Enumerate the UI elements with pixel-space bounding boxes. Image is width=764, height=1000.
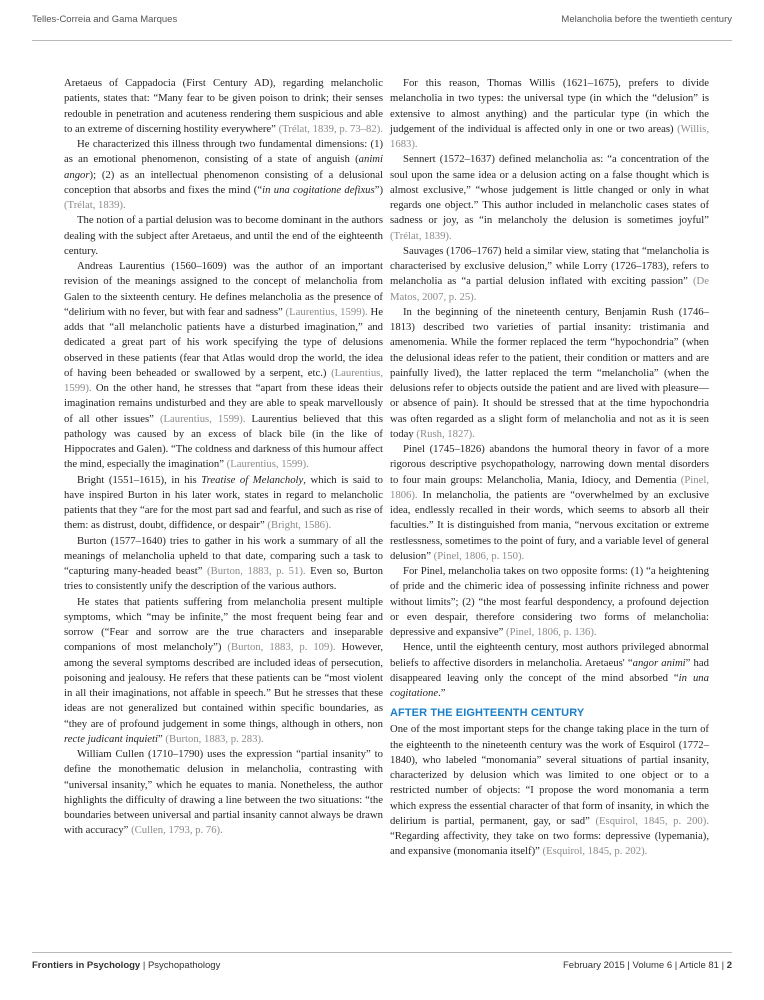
- page-number: 2: [726, 960, 732, 971]
- citation-link[interactable]: (Trélat, 1839).: [390, 229, 452, 242]
- paragraph: In the beginning of the nineteenth century, Benjamin Rush (1746–1813) described two varieties of partial insanity: tristimania and amenomenia. While the former replaced the term “hypochondria” (when the delusional ideas refer to the patient, their condition or matters and are painfully lived), the latter replaced the term “melancholia” (when the delusions refer to objects outside the patient and are lived with pleasure—or absence of pain). It should be stressed that at the time hypochondria was often regarded as a slight form of melancholia and not as it is seen today (Rush, 1827).: [390, 305, 709, 440]
- citation-link[interactable]: (Rush, 1827).: [416, 427, 475, 440]
- right-column: [390, 76, 709, 860]
- paragraph: The notion of a partial delusion was to become dominant in the authors dealing with the subject after Aretaeus, and until the end of the eighteenth century.: [64, 214, 383, 257]
- citation-link[interactable]: (Pinel, 1806).: [390, 473, 709, 501]
- citation-link[interactable]: (Willis, 1683).: [390, 122, 709, 150]
- paragraph: For this reason, Thomas Willis (1621–1675), prefers to divide melancholia in two types: the universal type (in which the “delusion” is extensive to almost anything) and the particular type (in which the judgement of the individual is affected only in one or two areas) (Willis, 1683).: [390, 77, 709, 150]
- paragraph: He characterized this illness through two fundamental dimensions: (1) as an emotional phenomenon, consisting of a state of anguish (animi angor); (2) as an intellectual phenomenon consisting of a delusional conception that absorbs and fixes the mind (“in una cogitatione defixus”) (Trélat, 1839).: [64, 138, 384, 211]
- citation-link[interactable]: (Trélat, 1839).: [64, 199, 126, 211]
- header-title: Melancholia before the twentieth century: [561, 14, 732, 25]
- citation-link[interactable]: (Burton, 1883, p. 283).: [165, 732, 264, 745]
- paragraph: One of the most important steps for the change taking place in the turn of the eighteenth to the nineteenth century was the work of Esquirol (1772–1840), who labeled “monomania” several situations of partial insanity, characterized by delusion which was limited to one object or to a restricted number of objects: “I propose the word monomania a term which express the essential character of that form of insanity, in which the delirium is partial, permanent, gay, or sad” (Esquirol, 1845, p. 200). “Regarding affectivity, they take on two forms: depressive (lypemania), and expansive (monomania itself)” (Esquirol, 1845, p. 202).: [390, 723, 709, 858]
- citation-link[interactable]: (Pinel, 1806, p. 136).: [506, 626, 597, 638]
- citation-link[interactable]: (Pinel, 1806, p. 150).: [433, 549, 525, 562]
- paragraph: Burton (1577–1640) tries to gather in his work a summary of all the meanings of melancholia upheld to that date, comparing such a task to “capturing many-headed beast” (Burton, 1883, p. 51). Even so, Burton tries to consistently unify the description of the various authors.: [64, 534, 383, 593]
- citation-link[interactable]: (Trélat, 1839, p. 73–82).: [278, 122, 383, 135]
- paragraph: For Pinel, melancholia takes on two opposite forms: (1) “a heightening of pride and the chimeric idea of possessing infinite richness and power without limits”; (2) “the most fearful despondency, a profound dejection or even despair, therefore considering two forms of melancholia: depressive and expansive” (Pinel, 1806, p. 136).: [390, 565, 709, 638]
- paragraph: Sauvages (1706–1767) held a similar view, stating that “melancholia is characterised by exclusive delusion,” while Lorry (1726–1783), refers to melancholia as “a partial delusion inflated with exciting passion” (De Matos, 2007, p. 25).: [390, 244, 709, 303]
- citation-link[interactable]: (Burton, 1883, p. 51).: [207, 565, 306, 577]
- footer-section: Psychopathology: [147, 960, 221, 971]
- footer-rule: [32, 952, 732, 953]
- citation-link[interactable]: (Bright, 1586).: [267, 519, 332, 532]
- page-footer: Frontiers in Psychology | Psychopathology February 2015 | Volume 6 | Article 81 | 2: [32, 960, 732, 971]
- citation-link[interactable]: (Burton, 1883, p. 109).: [227, 641, 336, 654]
- citation-link[interactable]: (Cullen, 1793, p. 76).: [131, 824, 223, 837]
- citation-link[interactable]: (Laurentius, 1599).: [64, 366, 383, 394]
- paragraph: William Cullen (1710–1790) uses the expression “partial insanity” to define the monothematic delusion in melancholia, contrasting with “universal insanity,” which he equates to mania. Nonetheless, the author highlights the difficulty of drawing a line between the two situations: “the boundaries between universal and partial insanity cannot always be drawn with accuracy” (Cullen, 1793, p. 76).: [64, 748, 383, 837]
- paragraph: Hence, until the eighteenth century, most authors privileged abnormal beliefs to affective disorders in melancholia. Aretaeus' “angor animi” had disappeared leaving only the concept of the mind absorbed “in una cogitatione.”: [390, 641, 709, 699]
- citation-link[interactable]: (De Matos, 2007, p. 25).: [390, 275, 709, 303]
- header-rule: [32, 40, 732, 41]
- footer-issue-info: February 2015 | Volume 6 | Article 81 |: [562, 960, 727, 971]
- left-column: [64, 76, 383, 839]
- citation-link[interactable]: (Esquirol, 1845, p. 200).: [595, 814, 709, 827]
- citation-link[interactable]: (Laurentius, 1599).: [226, 458, 309, 471]
- paragraph: Aretaeus of Cappadocia (First Century AD), regarding melancholic patients, states that: “Many fear to be given poison to drink; their senses redouble in penetration and acuteness rendering them suspicious and able to an extreme of discerning hostility everywhere” (Trélat, 1839, p. 73–82).: [64, 77, 383, 135]
- citation-link[interactable]: (Laurentius, 1599).: [159, 412, 246, 425]
- section-heading: AFTER THE EIGHTEENTH CENTURY: [390, 707, 585, 720]
- paragraph: Bright (1551–1615), in his Treatise of Melancholy, which is said to have inspired Burton in his later work, states in regard to melancholic patients that they “are for the most part sad and fearful, and such as rise of them: as distrust, doubt, diffidence, or despair” (Bright, 1586).: [64, 473, 384, 532]
- citation-link[interactable]: (Laurentius, 1599).: [285, 305, 368, 318]
- citation-link[interactable]: (Esquirol, 1845, p. 202).: [542, 845, 648, 858]
- footer-journal: Frontiers in Psychology: [32, 960, 141, 971]
- paragraph: Andreas Laurentius (1560–1609) was the author of an important revision of the meanings assigned to the concept of melancholia from Galen to the sixteenth century. He defines melancholia as the presence of “delirium with no fever, but with fear and sadness” (Laurentius, 1599). He adds that “all melancholic patients have a disturbed imagination,” and dedicated a great part of his work specifying the type of delusions observed in these patients (fear that Atlas would drop the world, the idea of having been beheaded or swallowed by a serpent, etc.) (Laurentius, 1599). On the other hand, he stresses that “apart from these ideas their imagination remains undisturbed and they are able to speak marvellously of all other issues” (Laurentius, 1599). Laurentius believed that this pathology was caused by an excess of black bile (in the like of Hippocrates and Galen). “The coldness and darkness of this humour affect the mind, especially the imagination” (Laurentius, 1599).: [64, 260, 383, 471]
- running-header: [32, 14, 732, 28]
- paragraph: Sennert (1572–1637) defined melancholia as: “a concentration of the soul upon the same idea or a delusion acting on a false thought which is almost exclusive,” “whose judgement is little changed or only in what regards one object.” This author included in melancholic cases states of sadness or joy, as “in melancholy the delusion is sometimes joyful” (Trélat, 1839).: [390, 153, 709, 242]
- header-authors: Telles-Correia and Gama Marques: [32, 14, 178, 25]
- paragraph: Pinel (1745–1826) abandons the humoral theory in favor of a more rigorous descriptive psychopathology, narrowing down mental disorders to four main groups: Melancholia, Mania, Idiocy, and Dementia (Pinel, 1806). In melancholia, the patients are “overwhelmed by an exclusive idea, endlessly recalled in their words, which seems to absorb all their faculties.” It is distinguished from mania, “nervous excitation or extreme restlessness, sometimes to the point of fury, and a variable level of general delusion” (Pinel, 1806, p. 150).: [390, 443, 709, 562]
- paragraph: He states that patients suffering from melancholia present multiple symptoms, which “may be infinite,” the most frequent being fear and sorrow (“Fear and sorrow are the true characters and inseparable companions of most melancholy”) (Burton, 1883, p. 109). However, among the several symptoms described are included ideas of persecution, poisoning and jealousy. He refers that these patients can be “most violent in all their imaginations, not affable in speech.” But he stresses that these ideas are not generalized but contained within specific boundaries, as “they are of profound judgement in some things, although in others, non recte judicant inquieti” (Burton, 1883, p. 283).: [64, 595, 384, 745]
